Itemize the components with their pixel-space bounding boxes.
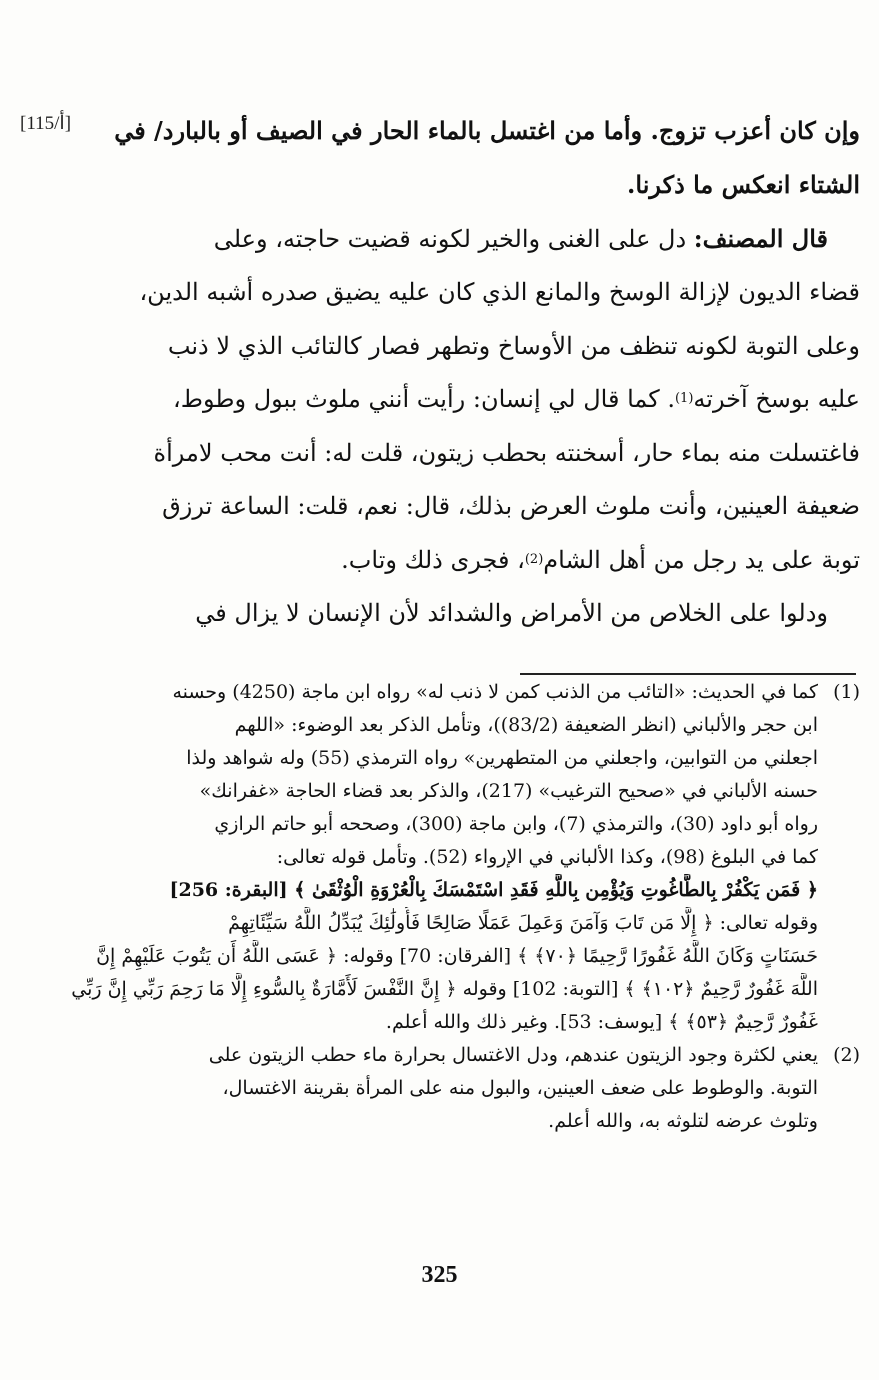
para1-line-1-text: دل على الغنى والخير لكونه قضيت حاجته، وعلى (213, 224, 687, 253)
footnote-line: كما في الحديث: «التائب من الذنب كمن لا ذنب له» رواه ابن ماجة (4250) وحسنه (172, 681, 818, 703)
para1-line-7: توبة على يد رجل من أهل الشام (2) ، فجرى ذلك وتاب. (341, 545, 860, 574)
para1-line-3: وعلى التوبة لكونه تنظف من الأوساخ وتطهر فصار كالتائب الذي لا ذنب (167, 331, 860, 360)
footnotes (71, 676, 860, 1138)
main-text (100, 104, 860, 640)
para1-line-6: ضعيفة العينين، وأنت ملوث العرض بذلك، قال: نعم، قلت: الساعة ترزق (162, 492, 860, 521)
para1-line-4-after: . كما قال لي إنسان: رأيت أنني ملوث ببول وطوط، (173, 385, 675, 414)
footnote-line: ابن حجر والألباني (انظر الضعيفة (83/2))، وتأمل الذكر بعد الوضوء: «اللهم (234, 714, 818, 736)
intro-line-1: وإن كان أعزب تزوج. وأما من اغتسل بالماء الحار في الصيف أو بالبارد/ في (114, 116, 860, 145)
footnote-number: (2) (833, 1044, 860, 1066)
footnote-line: وتلوث عرضه لتلوثه به، والله أعلم. (548, 1110, 818, 1132)
footnote-1 (71, 676, 860, 1039)
footnote-line: غَفُورٌ رَّحِيمٌ ﴿٥٣﴾ ﴾ [يوسف: 53]. وغير ذلك والله أعلم. (385, 1011, 818, 1033)
intro-line-2: الشتاء انعكس ما ذكرنا. (627, 170, 860, 199)
para1-line-7-before: توبة على يد رجل من أهل الشام (543, 545, 860, 574)
para1-line-7-after: ، فجرى ذلك وتاب. (341, 545, 525, 574)
footnote-line: التوبة. والوطوط على ضعف العينين، والبول منه على المرأة بقرينة الاغتسال، (222, 1077, 818, 1099)
para1-line-2: قضاء الديون لإزالة الوسخ والمانع الذي كان عليه يضيق صدره أشبه الدين، (139, 278, 860, 307)
para1-line-4-before: عليه بوسخ آخرته (693, 385, 860, 414)
footnote-body (100, 1039, 818, 1138)
footnote-separator (520, 673, 856, 675)
para1-line-5: فاغتسلت منه بماء حار، أسخنته بحطب زيتون، قلت له: أنت محب لامرأة (153, 438, 860, 467)
footnote-line: حسنه الألباني في «صحيح الترغيب» (217)، والذكر بعد قضاء الحاجة «غفرانك» (199, 780, 818, 802)
footnote-line: كما في البلوغ (98)، وكذا الألباني في الإرواء (52). وتأمل قوله تعالى: (276, 846, 818, 868)
para1-line-4: عليه بوسخ آخرته (1) . كما قال لي إنسان: رأيت أنني ملوث ببول وطوط، (173, 385, 860, 414)
footnote-number: (1) (833, 681, 860, 703)
author-label: قال المصنف: (693, 223, 828, 253)
para1-line-1 (100, 212, 860, 266)
footnote-line: اجعلني من التوابين، واجعلني من المتطهرين» رواه الترمذي (55) وله شواهد ولذا (186, 747, 818, 769)
footnote-quran-line: اللَّهَ غَفُورٌ رَّحِيمٌ ﴿١٠٢﴾ ﴾ [التوبة: 102] وقوله ﴿ إِنَّ النَّفْسَ لَأَمَّارَةٌ بِالسُّوءِ إِلَّا مَا رَحِمَ رَبِّي إِنَّ رَبِّي (71, 978, 818, 1000)
footnote-quran-line: وقوله تعالى: ﴿ إِلَّا مَن تَابَ وَآمَنَ وَعَمِلَ عَمَلًا صَالِحًا فَأُولَٰئِكَ يُبَدِّلُ اللَّهُ سَيِّئَاتِهِمْ (228, 912, 818, 934)
para2-line-1: ودلوا على الخلاص من الأمراض والشدائد لأن الإنسان لا يزال في (195, 599, 828, 628)
footnote-line: رواه أبو داود (30)، والترمذي (7)، وابن ماجة (300)، وصححه أبو حاتم الرازي (214, 813, 818, 835)
footnote-body (71, 676, 818, 1039)
page-number: 325 (421, 1262, 458, 1288)
footnote-quran-line: حَسَنَاتٍ وَكَانَ اللَّهُ غَفُورًا رَّحِيمًا ﴿٧٠﴾ ﴾ [الفرقان: 70] وقوله: ﴿ عَسَى اللَّهُ أَن يَتُوبَ عَلَيْهِمْ إِنَّ (96, 945, 818, 967)
footnote-2 (100, 1039, 860, 1138)
footnote-quran-line: ﴿ فَمَن يَكْفُرْ بِالطَّاغُوتِ وَيُؤْمِن بِاللَّهِ فَقَدِ اسْتَمْسَكَ بِالْعُرْوَةِ الْوُثْقَىٰ ﴾ [البقرة: 256] (169, 879, 818, 901)
margin-folio-note: [115/أ] (20, 113, 72, 134)
footnote-line: يعني لكثرة وجود الزيتون عندهم، ودل الاغتسال بحرارة ماء حطب الزيتون على (208, 1044, 818, 1066)
